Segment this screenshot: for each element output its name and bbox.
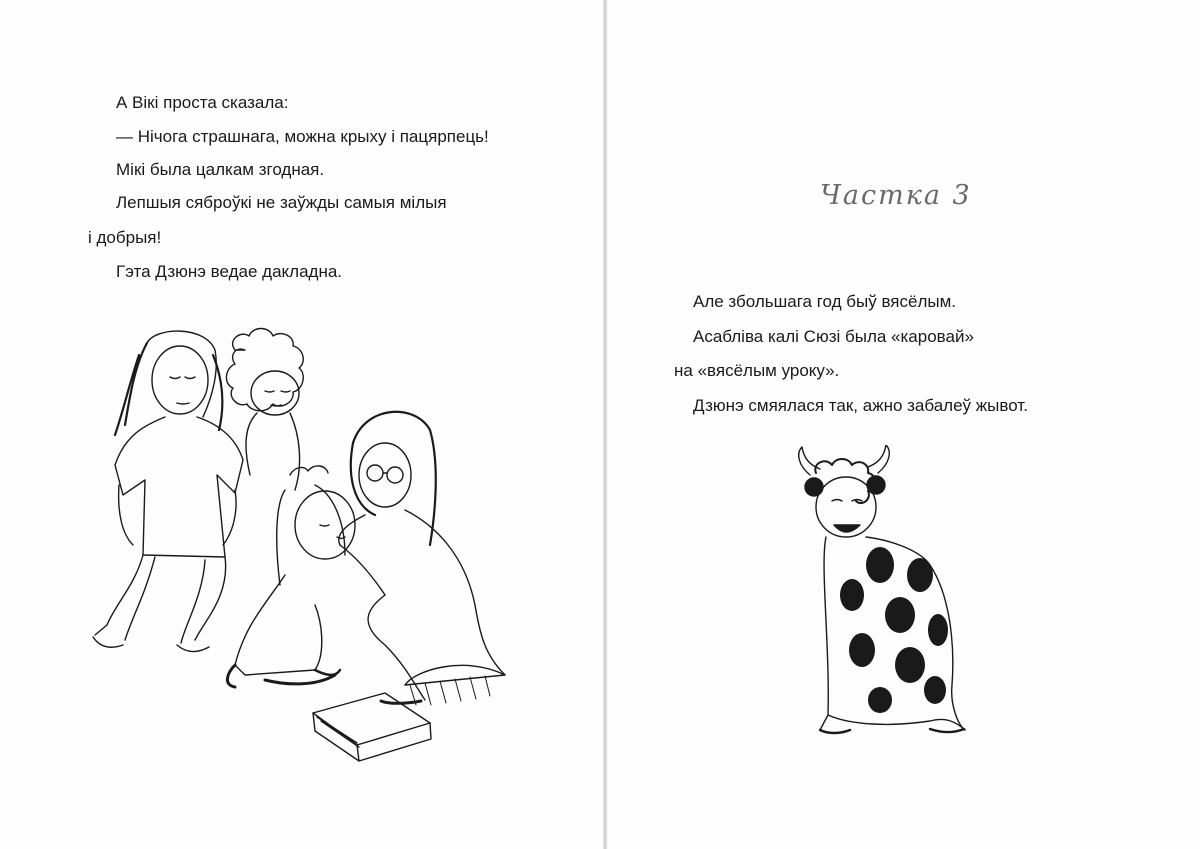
left-text-line-5: і добрыя! (88, 228, 162, 247)
left-text-line-2: — Нічога страшнага, можна крыху і пацярпець! (116, 127, 489, 146)
right-text-line-4: Дзюнэ смяялася так, ажно забалеў жывот. (693, 396, 1028, 415)
left-text-line-4: Лепшыя сяброўкі не заўжды самыя мілыя (116, 193, 447, 212)
girl-pigtails-figure (93, 331, 243, 651)
hair-curls (815, 459, 875, 503)
girl-blonde-figure (227, 466, 355, 687)
right-text-line-2: Асабліва калі Сюзі была «каровай» (693, 327, 974, 346)
right-text-line-3: на «вясёлым уроку». (674, 361, 840, 380)
chapter-title: Частка 3 (820, 180, 972, 211)
cow-costume-illustration (780, 445, 990, 745)
left-text-line-6: Гэта Дзюнэ ведае дакладна. (116, 262, 343, 281)
girls-illustration (85, 325, 535, 770)
left-text-line-1: А Вікі проста сказала: (116, 93, 289, 112)
right-text-line-1: Але збольшага год быў вясёлым. (693, 292, 957, 311)
girl-curly-figure (226, 329, 303, 491)
girl-glasses-figure (339, 412, 505, 705)
left-text-line-3: Мікі была цалкам згодная. (116, 160, 325, 179)
cow-spots (840, 547, 948, 713)
